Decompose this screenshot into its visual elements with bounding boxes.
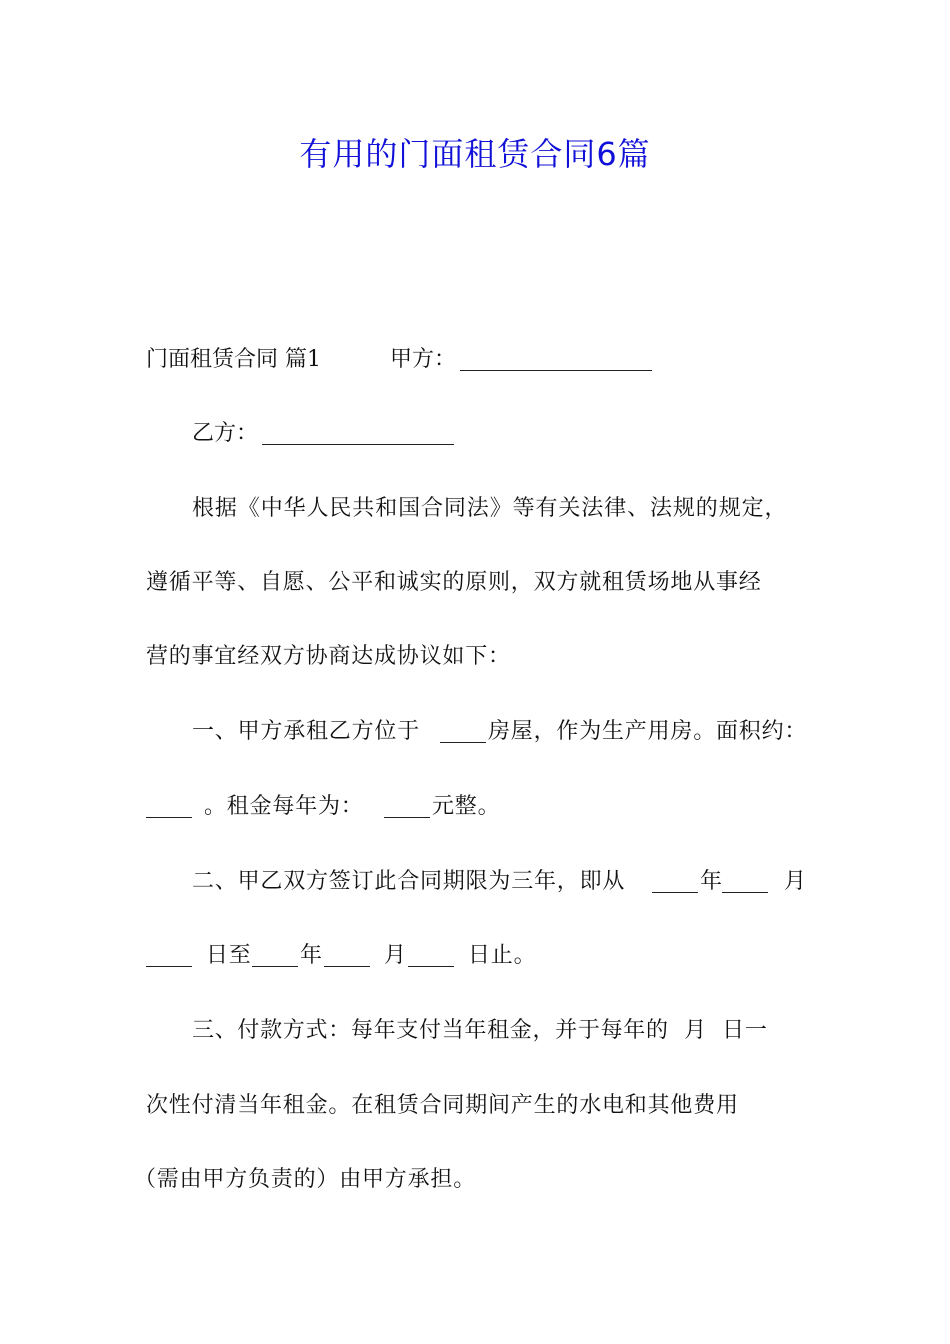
party-b-blank (262, 405, 454, 445)
intro-text-1: 根据《中华人民共和国合同法》等有关法律、法规的规定， (192, 496, 788, 521)
clause3-text-2: 次性付清当年租金。在租赁合同期间产生的水电和其他费用 (146, 1093, 739, 1118)
clause1-area-blank (146, 778, 192, 818)
document-title: 有用的门面租赁合同6篇 (299, 135, 651, 173)
clause2-end-month-blank (324, 927, 370, 967)
contract-heading: 门面租赁合同 篇1 (146, 347, 321, 372)
clause2-start-day-blank (146, 927, 192, 967)
clause2-end-day-blank (408, 927, 454, 967)
clause3-text-1: 三、付款方式：每年支付当年租金，并于每年的 月 日一 (192, 1018, 768, 1043)
clause2-text-1: 二、甲乙双方签订此合同期限为三年，即从 (192, 869, 626, 894)
clause2-month-2: 月 (384, 943, 407, 968)
clause3-text-3: （需由甲方负责的）由甲方承担。 (134, 1167, 477, 1192)
clause2-day-to: 日至 (206, 943, 252, 968)
intro-text-2: 遵循平等、自愿、公平和诚实的原则，双方就租赁场地从事经 (146, 570, 762, 595)
party-a-label: 甲方： (390, 347, 457, 372)
clause2-end-year-blank (252, 927, 298, 967)
clause2-year-2: 年 (300, 943, 323, 968)
clause1-rent-blank (384, 778, 430, 818)
clause1-text-3: 。租金每年为： (204, 794, 364, 819)
clause2-month-1: 月 (784, 869, 807, 894)
intro-text-3: 营的事宜经双方协商达成协议如下： (146, 644, 511, 669)
clause2-day-end: 日止。 (468, 943, 537, 968)
party-b-label: 乙方： (192, 421, 259, 446)
clause2-start-year-blank (652, 853, 698, 893)
clause1-text-1: 一、甲方承租乙方位于 (192, 719, 421, 744)
clause1-location-blank (440, 703, 486, 743)
clause2-year-1: 年 (700, 869, 723, 894)
clause1-text-4: 元整。 (432, 794, 501, 819)
party-a-blank (460, 331, 652, 371)
clause2-start-month-blank (722, 853, 768, 893)
clause1-text-2: 房屋，作为生产用房。面积约： (488, 719, 808, 744)
